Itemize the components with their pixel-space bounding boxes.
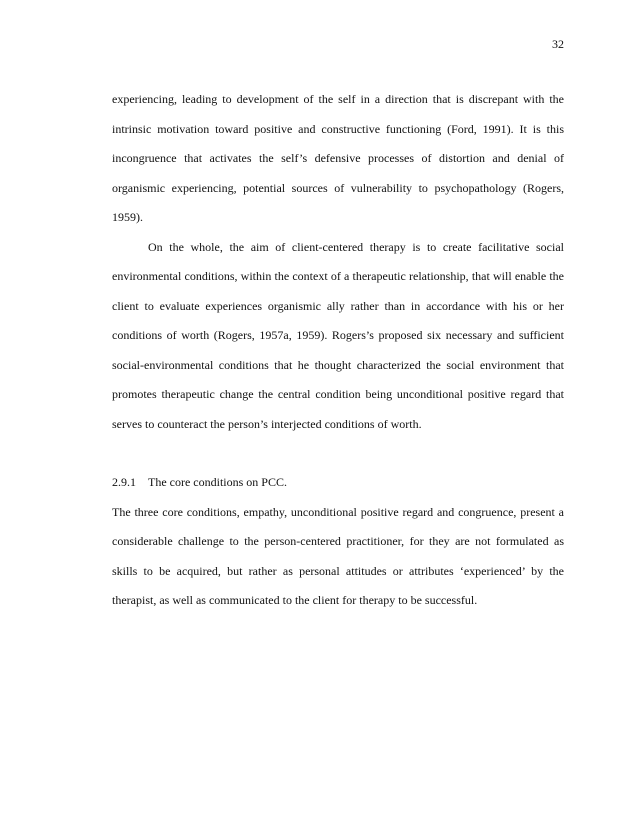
- section-number: 2.9.1: [112, 475, 136, 489]
- document-body: [112, 85, 564, 616]
- paragraph-core-conditions: The three core conditions, empathy, unconditional positive regard and congruence, present a considerable challenge to the person-centered practitioner, for they are not formulated as skills to be acquired, but rather as personal attitudes or attributes ‘experienced’ by the therapist, as well as communicated to the client for therapy to be successful.: [112, 504, 564, 607]
- section-heading: [112, 468, 564, 498]
- paragraph-client-centered-aim: On the whole, the aim of client-centered therapy is to create facilitative social environmental conditions, within the context of a therapeutic relationship, that will enable the client to evaluate experiences organismic ally rather than in accordance with his or her conditions of worth (Rogers, 1957a, 1959). Rogers’s proposed six necessary and sufficient social-environmental conditions that he thought characterized the social environment that promotes therapeutic change the central condition being unconditional positive regard that serves to counteract the person’s interjected conditions of worth.: [112, 239, 564, 431]
- page-number: 32: [552, 37, 564, 51]
- section-title: The core conditions on PCC.: [148, 475, 287, 489]
- paragraph-continuation: experiencing, leading to development of the self in a direction that is discrepant with the intrinsic motivation toward positive and constructive functioning (Ford, 1991). It is this incongruence that activates the self’s defensive processes of distortion and denial of organismic experiencing, potential sources of vulnerability to psychopathology (Rogers, 1959).: [112, 92, 564, 224]
